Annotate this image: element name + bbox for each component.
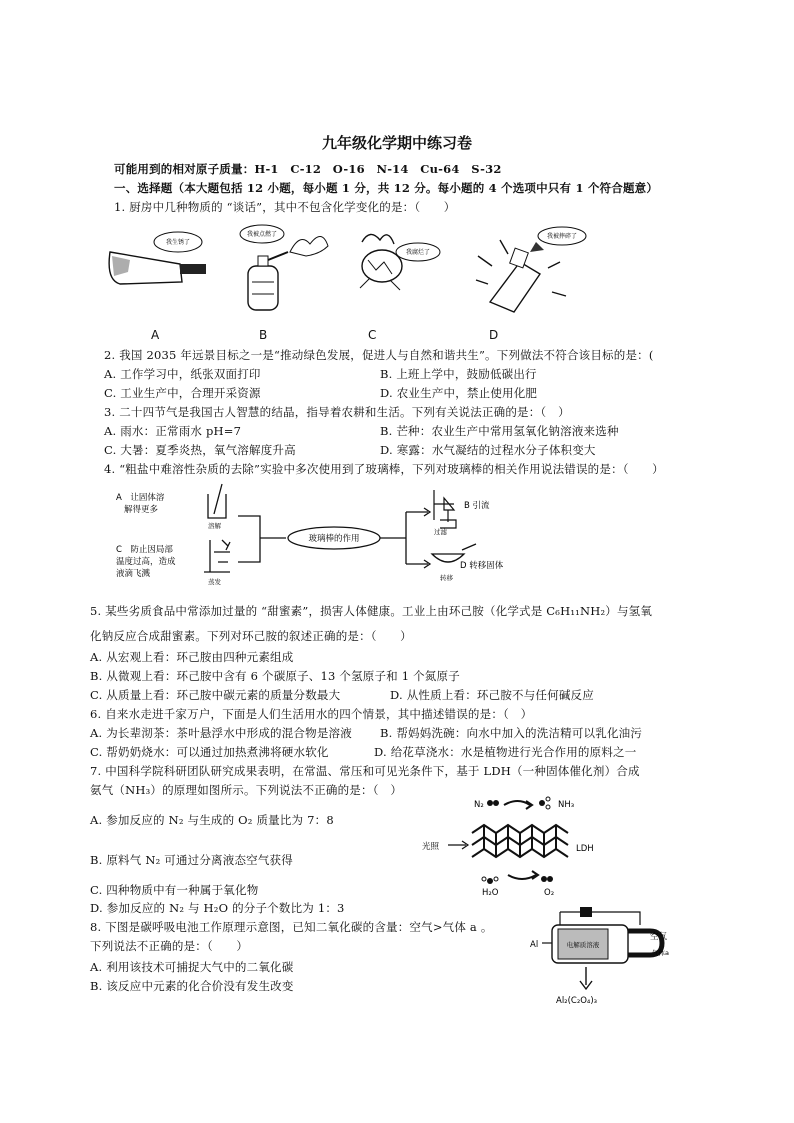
q1-c-bubble: 我腐烂了 [405,249,431,256]
q4-a-label-1: A 让固体溶 [116,493,165,503]
q6-option-a: A. 为长辈沏茶：茶叶悬浮水中形成的混合物是溶液 [90,726,352,740]
q1-c-vegetable-image [360,234,440,290]
q4-b-label: B 引流 [464,501,490,511]
q8-option-b: B. 该反应中元素的化合价没有发生改变 [90,979,294,993]
q4-filtration-setup [434,490,456,528]
q8-electrolyte-label: 电解质溶液 [566,941,600,949]
q1-a-bubble: 我生锈了 [165,239,191,246]
q8-gas-label: 气体a [652,949,669,957]
q6-option-c: C. 帮奶奶烧水：可以通过加热煮沸将硬水软化 [90,745,329,759]
q5-option-c: C. 从质量上看：环己胺中碳元素的质量分数最大 [90,688,341,702]
q8-product-label: Al₂(C₂O₄)₃ [556,996,598,1006]
q7-stem-1: 7. 中国科学院科研团队研究成果表明，在常温、常压和可见光条件下，基于 LDH（一种固体催化剂）合成 [90,764,640,778]
q7-light-label: 光照 [422,842,440,852]
q1-d-bottle-image [476,227,586,312]
q8-option-a: A. 利用该技术可捕捉大气中的二氧化碳 [90,960,294,974]
atomic-masses: 可能用到的相对原子质量：H-1 C-12 O-16 N-14 Cu-64 S-32 [114,162,502,176]
q3-option-b: B. 芒种：农业生产中常用氢氧化钠溶液来选种 [380,424,619,438]
q4-d-sub: 转移 [440,574,453,582]
q2-option-a: A. 工作学习中，纸张双面打印 [104,367,261,381]
q4-c-sub: 蒸发 [208,578,221,586]
q1-stem: 1. 厨房中几种物质的 “谈话”，其中不包含化学变化的是：（ ） [114,200,456,214]
page-title: 九年级化学期中练习卷 [321,134,472,152]
q8-air-label: 空气 [650,932,668,942]
q4-c-label-1: C 防止因局部 [116,545,173,555]
q5-stem-1: 5. 某些劣质食品中常添加过量的 “甜蜜素”，损害人体健康。工业上由环己胺（化学式是 C₆H₁₁NH₂）与氢氧 [90,604,653,618]
q1-b-gas-image [240,225,328,310]
q7-nh3-label: NH₃ [558,800,575,810]
q1-label-d: D [489,328,499,342]
q1-d-bubble: 我被摔碎了 [546,233,578,240]
q5-option-a: A. 从宏观上看：环己胺由四种元素组成 [90,650,294,664]
q5-stem-2: 化钠反应合成甜蜜素。下列对环己胺的叙述正确的是：（ ） [90,629,412,643]
q3-option-d: D. 寒露：水气凝结的过程水分子体积变大 [380,443,596,457]
q1-label-a: A [151,328,160,342]
section-header: 一、选择题（本大题包括 12 小题，每小题 1 分，共 12 分。每小题的 4 个选项中只有 1 个符合题意） [114,181,659,195]
q7-option-d: D. 参加反应的 N₂ 与 H₂O 的分子个数比为 1：3 [90,901,345,915]
q4-transfer-dish [432,544,476,562]
q4-b-sub: 过滤 [434,528,447,536]
q4-a-label-2: 解得更多 [124,505,159,515]
q4-diagram [110,480,550,590]
q8-battery-figure [530,905,690,1015]
q7-ldh-lattice [472,825,568,857]
q4-center-label: 玻璃棒的作用 [308,534,360,544]
q7-o2-label: O₂ [544,888,555,898]
q2-stem: 2. 我国 2035 年远景目标之一是“推动绿色发展，促进人与自然和谐共生”。下列做法不符合该目标的是：( [104,348,654,362]
q1-a-knife-image [109,232,206,284]
q8-stem-2: 下列说法不正确的是：（ ） [90,939,249,953]
q1-label-b: B [259,328,268,342]
q7-stem-2: 氨气（NH₃）的原理如图所示。下列说法不正确的是：（ ） [90,783,403,797]
q2-option-c: C. 工业生产中，合理开采资源 [104,386,261,400]
q8-stem-1: 8. 下图是碳呼吸电池工作原理示意图，已知二氧化碳的含量：空气>气体 a 。 [90,920,493,934]
q4-beaker-a [208,484,226,518]
q3-stem: 3. 二十四节气是我国古人智慧的结晶，指导着农耕和生活。下列有关说法正确的是：（ ） [104,405,570,419]
q8-al-label: Al [530,940,539,950]
q2-option-d: D. 农业生产中，禁止使用化肥 [380,386,538,400]
q7-option-a: A. 参加反应的 N₂ 与生成的 O₂ 质量比为 7：8 [90,813,334,827]
q4-d-label: D 转移固体 [460,561,504,571]
q4-evaporation-setup [204,540,230,572]
q3-option-a: A. 雨水：正常雨水 pH=7 [104,424,242,438]
q4-a-sub: 溶解 [208,522,221,530]
q4-c-label-2: 温度过高，造成 [116,557,176,567]
q7-option-c: C. 四种物质中有一种属于氧化物 [90,883,259,897]
q5-option-d: D. 从性质上看：环己胺不与任何碱反应 [390,688,594,702]
q6-option-b: B. 帮妈妈洗碗：向水中加入的洗洁精可以乳化油污 [380,726,643,740]
q3-option-c: C. 大暑：夏季炎热，氧气溶解度升高 [104,443,296,457]
q5-option-b: B. 从微观上看：环己胺中含有 6 个碳原子、13 个氢原子和 1 个氮原子 [90,669,460,683]
q6-stem: 6. 自来水走进千家万户，下面是人们生活用水的四个情景，其中描述错误的是：（ ） [90,707,533,721]
q2-option-b: B. 上班上学中，鼓励低碳出行 [380,367,537,381]
q7-option-b: B. 原料气 N₂ 可通过分离液态空气获得 [90,853,293,867]
q4-stem: 4. “粗盐中难溶性杂质的去除”实验中多次使用到了玻璃棒，下列对玻璃棒的相关作用说法错误的是：（ ） [104,462,664,476]
q6-option-d: D. 给花草浇水：水是植物进行光合作用的原料之一 [374,745,637,759]
q1-figure [100,222,660,332]
q7-h2o-label: H₂O [482,888,499,898]
q1-b-bubble: 我被点燃了 [246,231,278,238]
q4-c-label-3: 液滴飞溅 [116,569,151,579]
q1-label-c: C [368,328,377,342]
q7-ldh-label: LDH [576,844,594,854]
q7-n2-label: N₂ [474,800,484,810]
